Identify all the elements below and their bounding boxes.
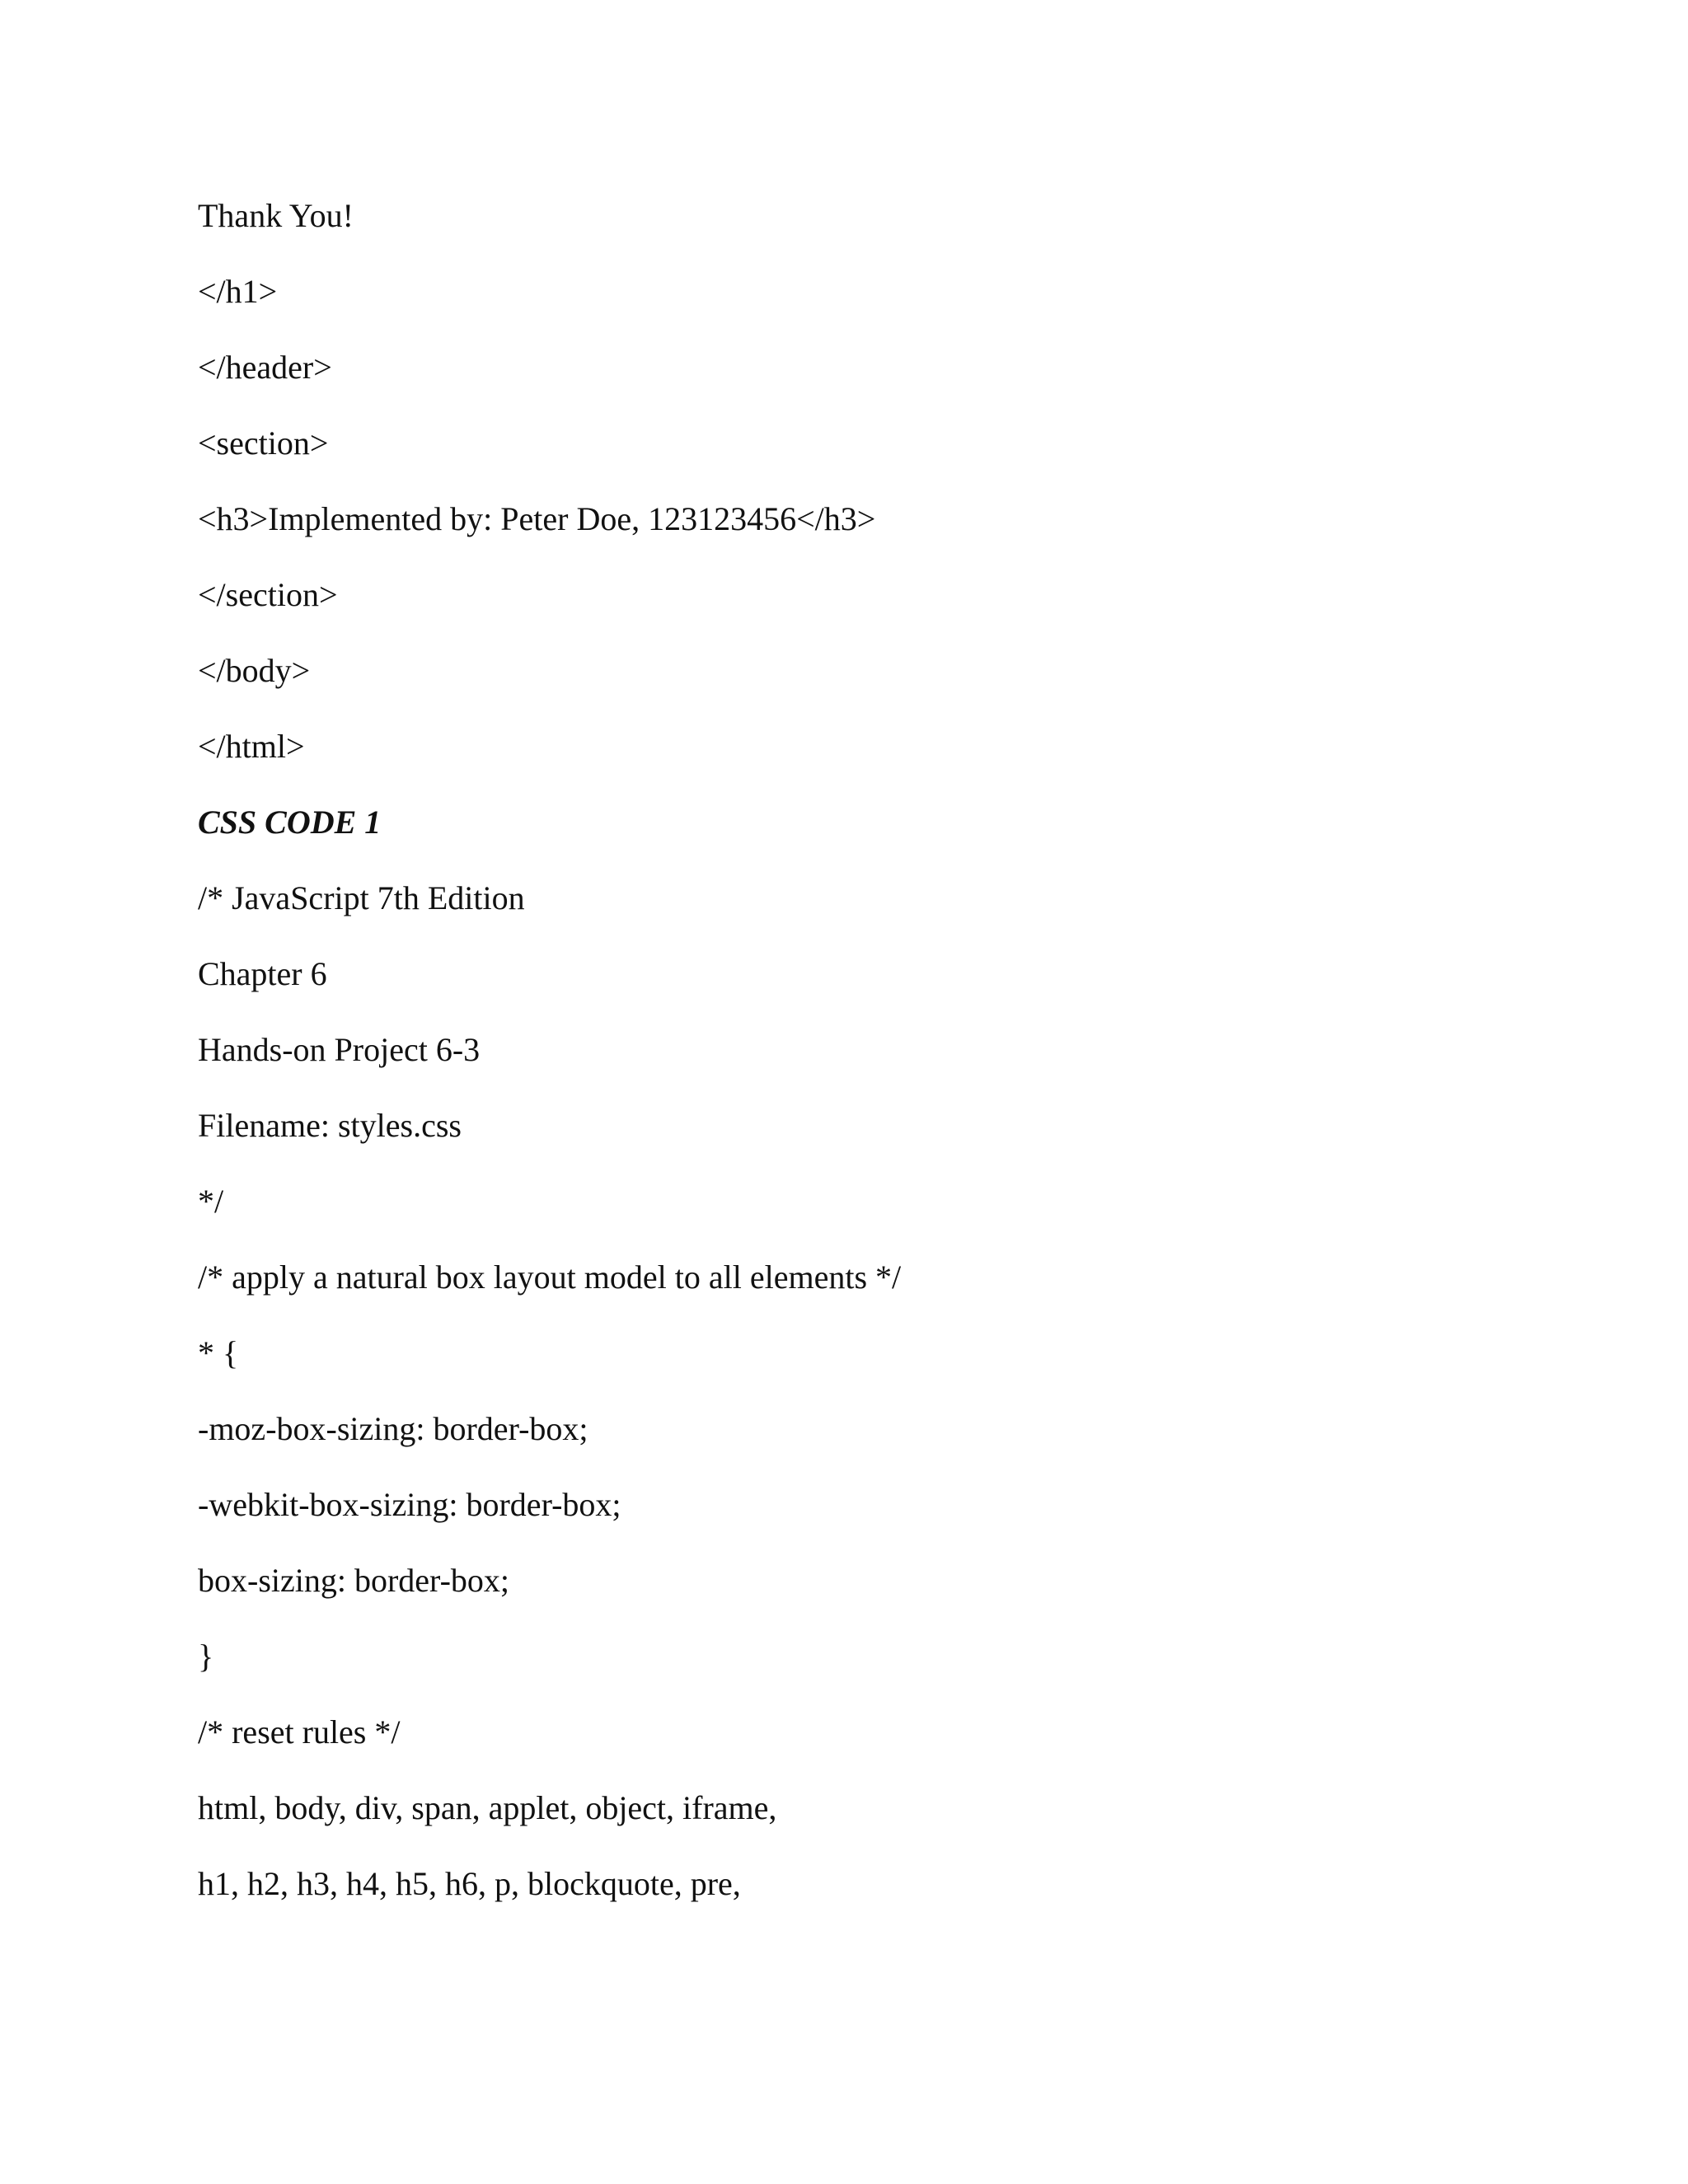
text-line: * {: [198, 1334, 239, 1371]
text-line: </body>: [198, 652, 311, 689]
text-line: -webkit-box-sizing: border-box;: [198, 1486, 621, 1523]
text-line: }: [198, 1638, 214, 1675]
text-line: <h3>Implemented by: Peter Doe, 123123456</h3>: [198, 500, 876, 537]
text-line: </section>: [198, 576, 338, 613]
text-line: </html>: [198, 728, 305, 765]
text-line: /* JavaScript 7th Edition: [198, 879, 525, 916]
text-line: Chapter 6: [198, 955, 327, 992]
text-line: Hands-on Project 6-3: [198, 1031, 481, 1068]
text-line: Filename: styles.css: [198, 1107, 462, 1144]
text-line: -moz-box-sizing: border-box;: [198, 1410, 588, 1447]
text-line: </header>: [198, 349, 332, 386]
section-heading: CSS CODE 1: [198, 804, 382, 841]
text-line: html, body, div, span, applet, object, iframe,: [198, 1789, 777, 1826]
text-line: h1, h2, h3, h4, h5, h6, p, blockquote, pre,: [198, 1865, 741, 1902]
text-line: box-sizing: border-box;: [198, 1562, 510, 1599]
text-line: Thank You!: [198, 197, 354, 234]
text-line: /* apply a natural box layout model to all elements */: [198, 1258, 902, 1296]
text-line: */: [198, 1183, 224, 1220]
text-line: /* reset rules */: [198, 1713, 401, 1750]
text-line: <section>: [198, 424, 329, 462]
text-line: </h1>: [198, 273, 278, 310]
